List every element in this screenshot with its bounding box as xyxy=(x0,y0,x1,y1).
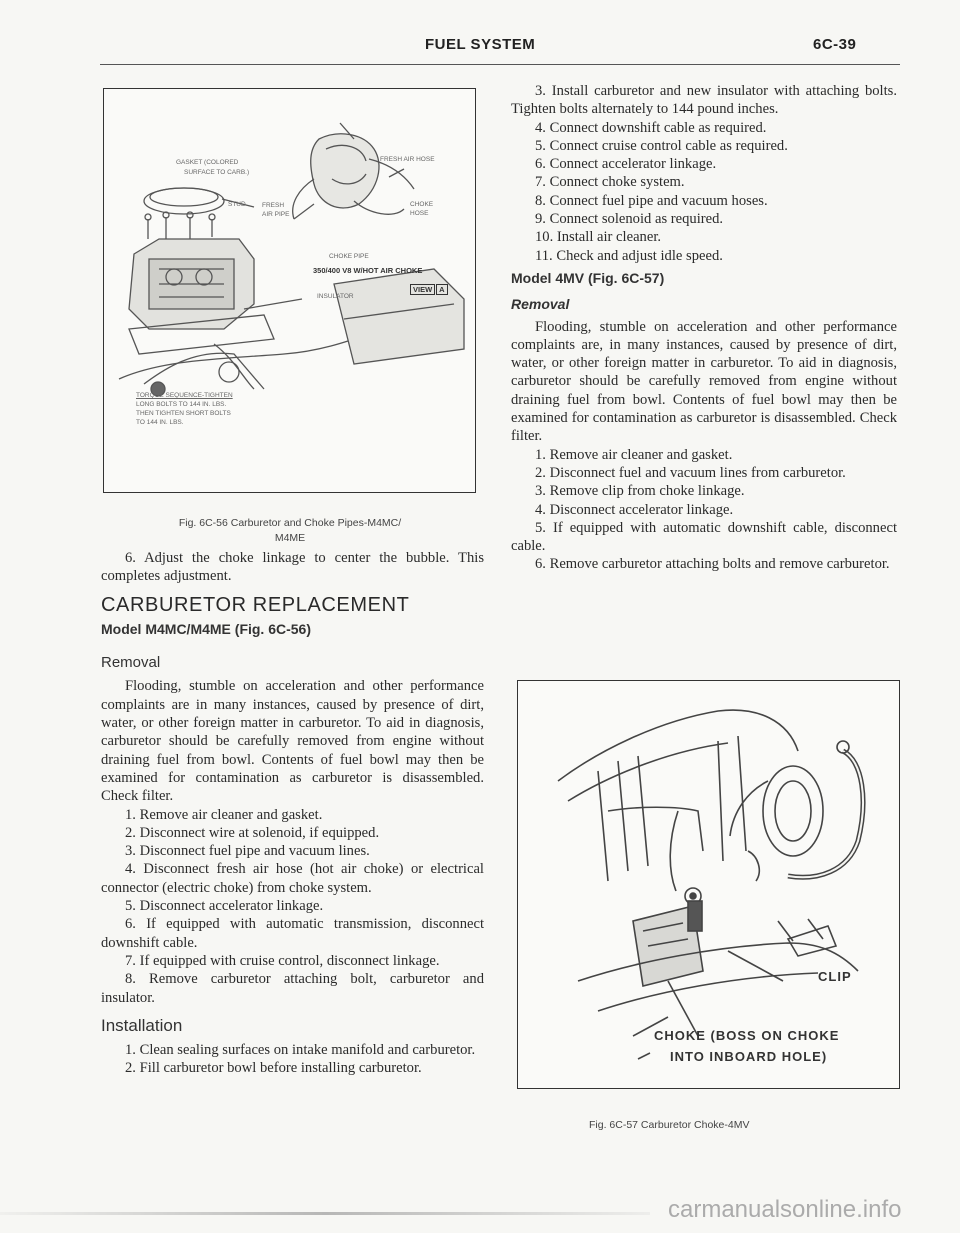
install-step: 6. Connect accelerator linkage. xyxy=(535,156,717,173)
right-column xyxy=(511,82,897,574)
install-step: 5. Connect cruise control cable as required. xyxy=(535,137,788,154)
install-step: 7. Connect choke system. xyxy=(535,174,685,191)
left-column xyxy=(101,549,484,1078)
label-clip: CLIP xyxy=(818,969,852,984)
install-step: 3. Install carburetor and new insulator with attaching bolts. Tighten bolts alternately to 144 pound inches. xyxy=(511,83,897,118)
removal-step: 5. Disconnect accelerator linkage. xyxy=(125,898,324,915)
removal-step-4mv: 2. Disconnect fuel and vacuum lines from carburetor. xyxy=(535,464,846,481)
view-a-tag xyxy=(410,279,448,297)
label-torque-4: TO 144 IN. LBS. xyxy=(136,419,184,426)
install-step: 8. Connect fuel pipe and vacuum hoses. xyxy=(535,192,768,209)
page-header-title: FUEL SYSTEM xyxy=(425,36,536,53)
figure2-caption: Fig. 6C-57 Carburetor Choke-4MV xyxy=(589,1119,750,1131)
page-number: 6C-39 xyxy=(813,36,857,53)
model-subheading: Model M4MC/M4ME (Fig. 6C-56) xyxy=(101,620,312,637)
watermark: carmanualsonline.info xyxy=(668,1196,902,1223)
figure-carburetor-choke-4mv xyxy=(517,680,900,1089)
label-engine: 350/400 V8 W/HOT AIR CHOKE xyxy=(313,266,423,275)
label-choke-boss: CHOKE (BOSS ON CHOKE xyxy=(654,1028,840,1043)
installation-step: 1. Clean sealing surfaces on intake manifold and carburetor. xyxy=(125,1042,476,1059)
choke-clip-illustration xyxy=(518,681,898,1087)
installation-heading: Installation xyxy=(101,1015,183,1035)
label-fresh-air-pipe-2: AIR PIPE xyxy=(262,211,290,218)
install-step: 11. Check and adjust idle speed. xyxy=(535,247,723,264)
view-label: VIEW xyxy=(410,284,435,295)
view-letter: A xyxy=(436,284,447,295)
removal-heading: Removal xyxy=(101,654,161,672)
label-torque-2: LONG BOLTS TO 144 IN. LBS. xyxy=(136,401,227,408)
figure1-caption-line1: Fig. 6C-56 Carburetor and Choke Pipes-M4MC/ xyxy=(178,517,402,529)
label-insulator: INSULATOR xyxy=(317,293,354,300)
removal-step: 3. Disconnect fuel pipe and vacuum lines. xyxy=(125,843,370,860)
label-gasket-surface: SURFACE TO CARB.) xyxy=(184,169,250,176)
figure1-caption-line2: M4ME xyxy=(274,532,306,544)
removal-step: 2. Disconnect wire at solenoid, if equipped. xyxy=(125,824,380,841)
removal-paragraph-4mv: Flooding, stumble on acceleration and other performance complaints are, in many instances, caused by presence of dirt, water, or other foreign matter in carburetor. To aid in diagnosis, carburetor should be carefully removed from engine without draining fuel from bowl. Contents of fuel bowl may then be examined for contamination as carburetor is disassembled. Check filter. xyxy=(511,318,897,445)
removal-step-4mv: 3. Remove clip from choke linkage. xyxy=(535,483,745,500)
removal-step: 8. Remove carburetor attaching bolt, carburetor and insulator. xyxy=(101,971,484,1006)
removal-step: 6. If equipped with automatic transmission, disconnect downshift cable. xyxy=(101,916,484,951)
model-4mv-heading: Model 4MV (Fig. 6C-57) xyxy=(511,269,665,286)
removal-step-4mv: 6. Remove carburetor attaching bolts and remove carburetor. xyxy=(535,556,890,573)
removal-step: 4. Disconnect fresh air hose (hot air choke) or electrical connector (electric choke) from choke system. xyxy=(101,861,484,896)
install-step: 4. Connect downshift cable as required. xyxy=(535,119,767,136)
figure1-caption xyxy=(100,516,480,546)
header-rule xyxy=(100,64,900,65)
label-choke-hose: CHOKE xyxy=(410,201,434,208)
removal-step: 1. Remove air cleaner and gasket. xyxy=(125,806,323,823)
label-fresh-air-hose: FRESH AIR HOSE xyxy=(380,156,435,163)
label-choke-hose-2: HOSE xyxy=(410,210,429,217)
figure-carburetor-choke-pipes xyxy=(103,88,476,493)
install-step: 10. Install air cleaner. xyxy=(535,229,662,246)
removal-step-4mv: 1. Remove air cleaner and gasket. xyxy=(535,446,733,463)
removal-step: 7. If equipped with cruise control, disconnect linkage. xyxy=(125,952,440,969)
install-step: 9. Connect solenoid as required. xyxy=(535,211,724,228)
removal-step-4mv: 5. If equipped with automatic downshift cable, disconnect cable. xyxy=(511,519,897,555)
section-heading: CARBURETOR REPLACEMENT xyxy=(101,593,410,616)
removal-paragraph: Flooding, stumble on acceleration and other performance complaints are in many instances, caused by presence of dirt, water, or other foreign matter in carburetor. To aid in diagnosis, carburetor should be carefully removed from engine without draining fuel from bowl. Contents of fuel bowl may then be examined for contamination as carburetor is disassembled. Check filter. xyxy=(101,678,484,805)
label-torque-3: THEN TIGHTEN SHORT BOLTS xyxy=(136,410,231,417)
removal-heading-4mv: Removal xyxy=(511,296,570,313)
label-fresh-air-pipe: FRESH xyxy=(262,202,285,209)
label-torque-1: TORQUE SEQUENCE-TIGHTEN xyxy=(136,392,233,399)
intro-paragraph: 6. Adjust the choke linkage to center the bubble. This completes adjustment. xyxy=(101,550,484,585)
removal-step-4mv: 4. Disconnect accelerator linkage. xyxy=(535,501,734,518)
label-inboard-hole: INTO INBOARD HOLE) xyxy=(670,1049,828,1064)
scan-edge-bar xyxy=(0,1212,650,1215)
label-gasket: GASKET (COLORED xyxy=(176,159,239,166)
label-choke-pipe: CHOKE PIPE xyxy=(329,253,369,260)
installation-step: 2. Fill carburetor bowl before installing carburetor. xyxy=(125,1060,422,1077)
label-stud: STUD xyxy=(228,201,246,208)
